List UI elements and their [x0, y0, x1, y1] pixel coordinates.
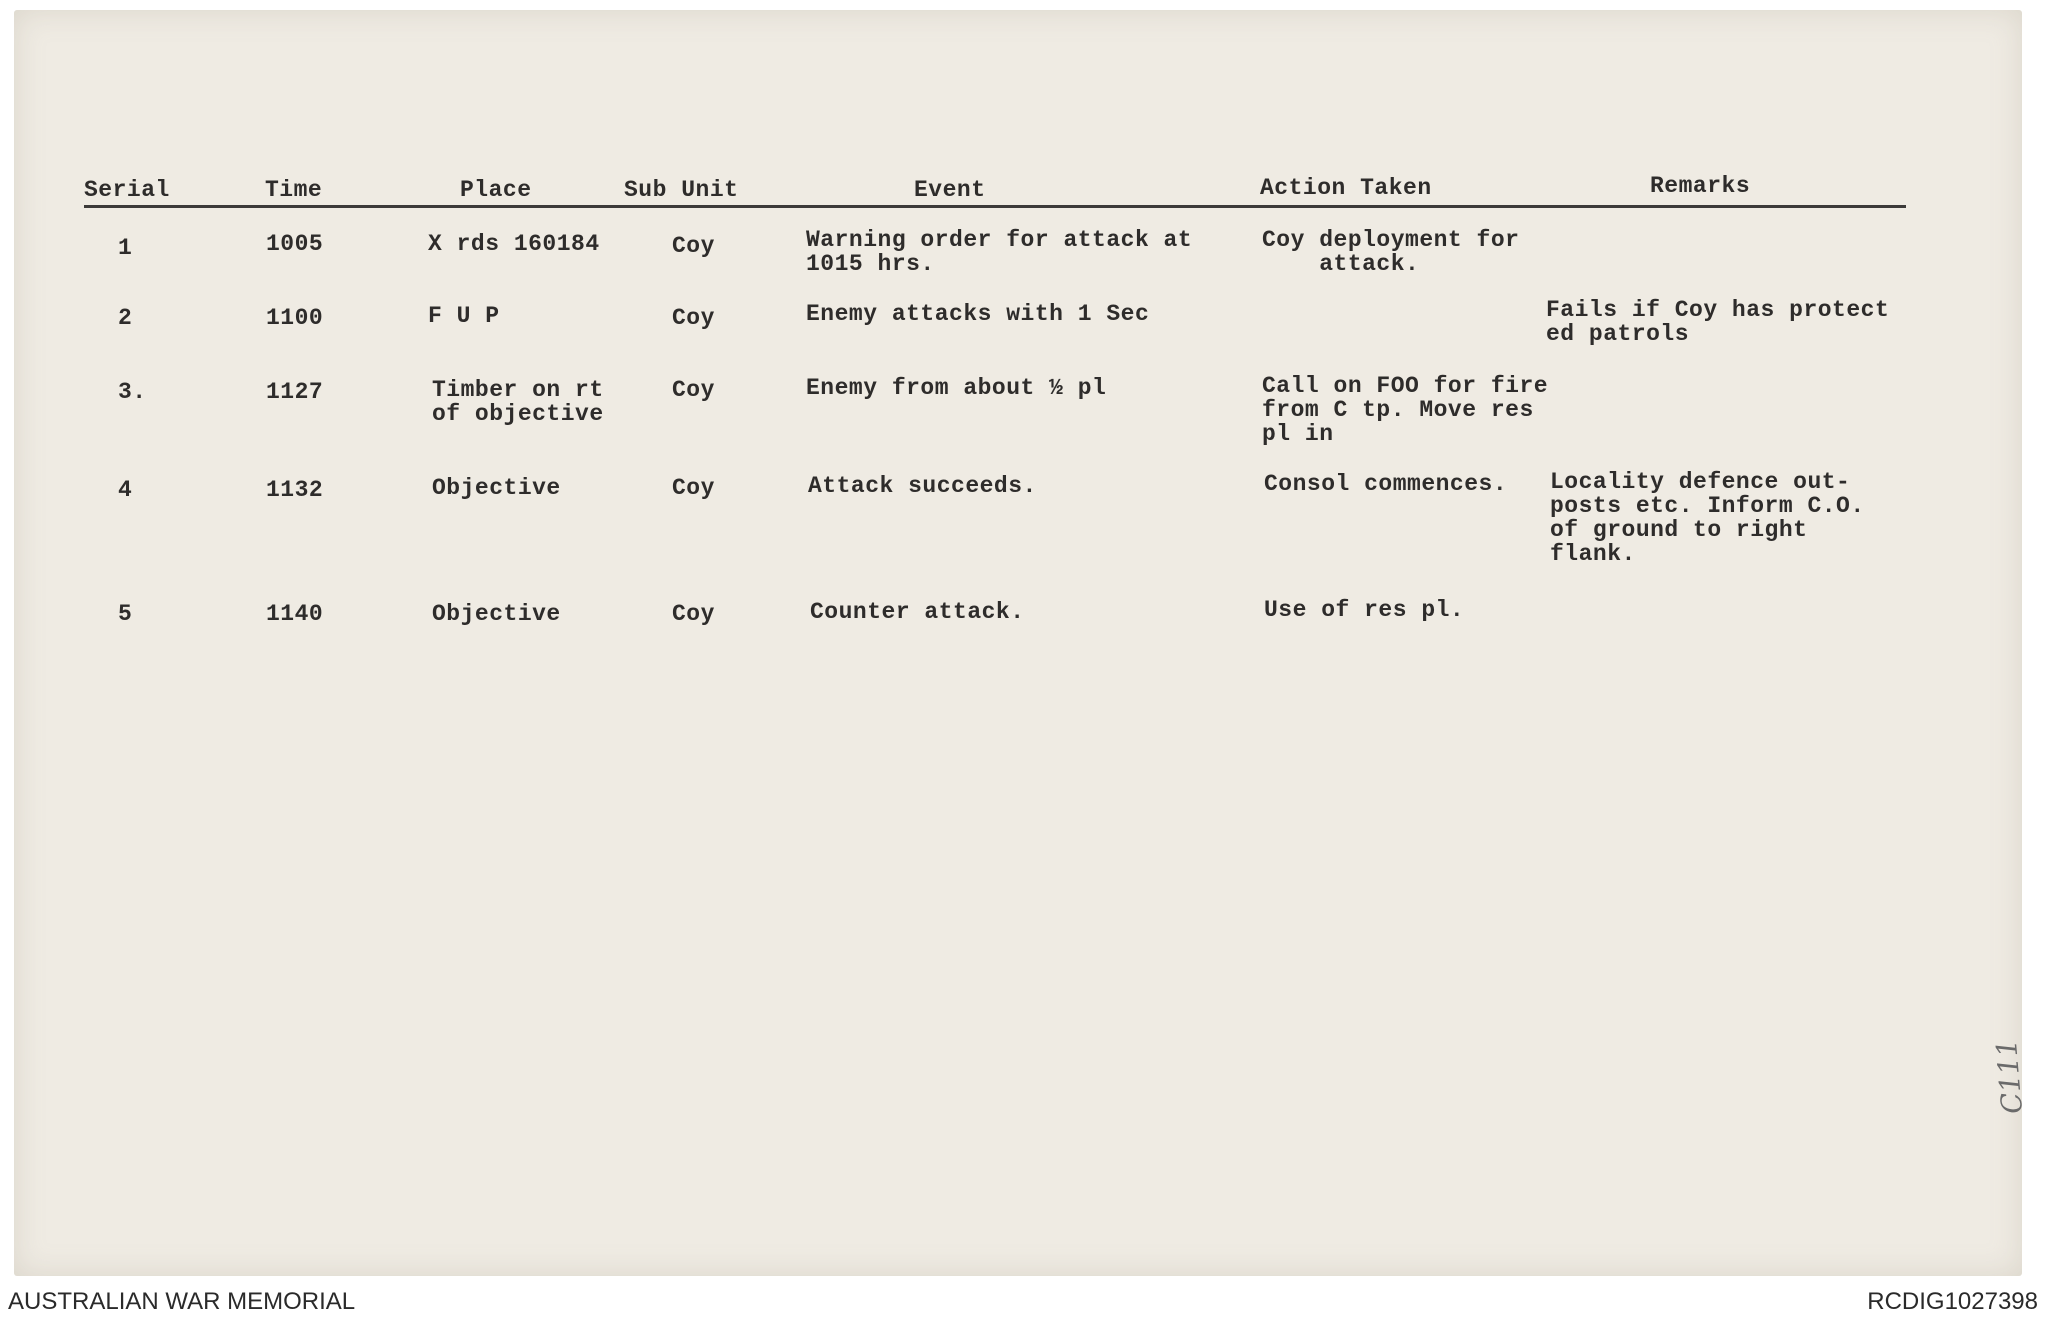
row-2-remarks: Fails if Coy has protect ed patrols [1546, 297, 1890, 347]
row-1-sub-unit: Coy [672, 233, 715, 259]
row-5-event: Counter attack. [810, 599, 1025, 625]
header-time: Time [265, 177, 323, 203]
header-action-taken: Action Taken [1260, 175, 1432, 201]
archive-footer [0, 1276, 2048, 1321]
row-2-event: Enemy attacks with 1 Sec [806, 301, 1150, 327]
row-5-serial: 5 [118, 601, 133, 627]
row-1-action: Coy deployment for attack. [1262, 227, 1520, 277]
row-2-sub-unit: Coy [672, 305, 715, 331]
row-3-event: Enemy from about ½ pl [806, 375, 1107, 401]
row-3-action: Call on FOO for fire from C tp. Move res pl in [1262, 373, 1549, 447]
row-4-event: Attack succeeds. [808, 473, 1037, 499]
footer-record-id: RCDIG1027398 [1867, 1288, 2038, 1315]
row-2-time: 1100 [266, 305, 324, 331]
row-1-serial: 1 [118, 235, 133, 261]
header-remarks: Remarks [1650, 173, 1751, 199]
header-event: Event [914, 177, 986, 203]
row-5-sub-unit: Coy [672, 601, 715, 627]
row-1-place: X rds 160184 [428, 231, 600, 257]
header-serial: Serial [84, 177, 170, 203]
row-2-place: F U P [428, 303, 500, 329]
row-1-event: Warning order for attack at 1015 hrs. [806, 227, 1193, 277]
row-4-sub-unit: Coy [672, 475, 715, 501]
row-4-place: Objective [432, 475, 561, 501]
row-4-action: Consol commences. [1264, 471, 1508, 497]
row-1-time: 1005 [266, 231, 324, 257]
row-2-serial: 2 [118, 305, 133, 331]
row-3-sub-unit: Coy [672, 377, 715, 403]
footer-institution: AUSTRALIAN WAR MEMORIAL [8, 1288, 356, 1315]
row-4-serial: 4 [118, 477, 133, 503]
pencil-annotation: C111 [1989, 1037, 2030, 1116]
header-underline [84, 205, 1906, 208]
row-3-time: 1127 [266, 379, 324, 405]
row-3-place: Timber on rt of objective [432, 377, 604, 427]
row-3-serial: 3. [118, 379, 147, 405]
document-page [14, 10, 2030, 1276]
header-place: Place [460, 177, 532, 203]
row-5-time: 1140 [266, 601, 324, 627]
row-5-action: Use of res pl. [1264, 597, 1465, 623]
row-5-place: Objective [432, 601, 561, 627]
header-sub-unit: Sub Unit [624, 177, 739, 203]
row-4-remarks: Locality defence out- posts etc. Inform C.O. of ground to right flank. [1550, 469, 1865, 567]
row-4-time: 1132 [266, 477, 324, 503]
